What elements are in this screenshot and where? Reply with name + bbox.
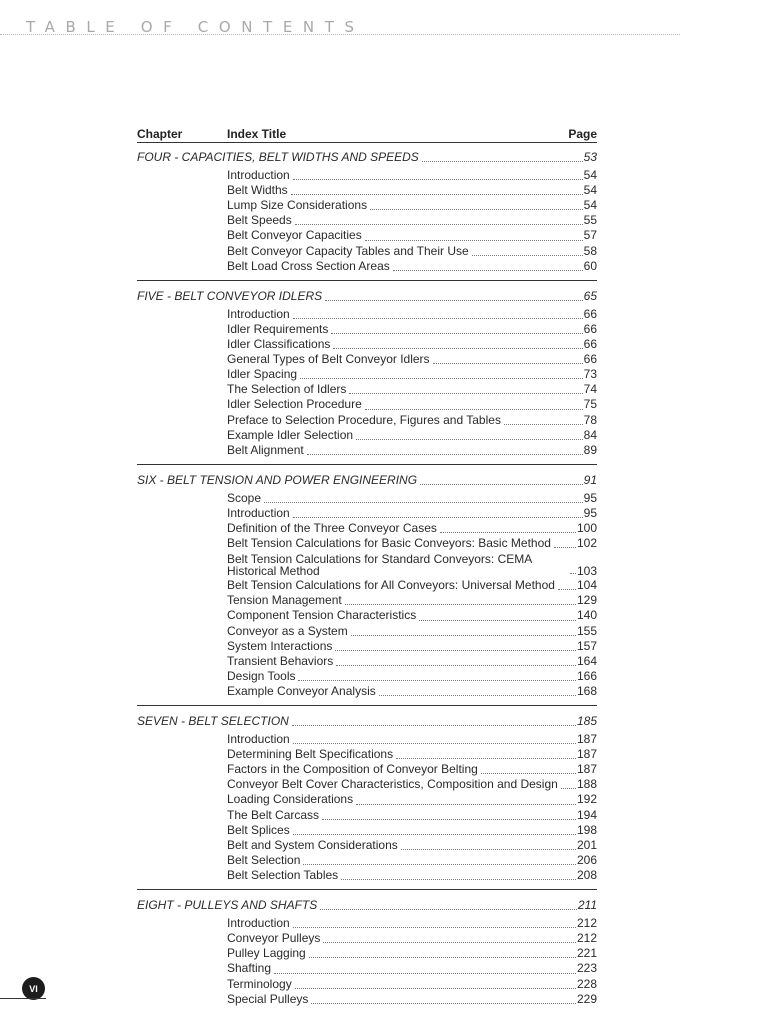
entry-title: The Selection of Idlers bbox=[227, 382, 347, 397]
dot-leader bbox=[331, 333, 582, 334]
toc-entry[interactable] bbox=[137, 838, 597, 853]
entry-title: Belt Tension Calculations for Standard Conveyors: CEMA Historical Method bbox=[227, 552, 532, 579]
toc-entry[interactable] bbox=[137, 367, 597, 382]
entry-page: 206 bbox=[576, 852, 597, 867]
dot-leader bbox=[504, 424, 583, 425]
toc-entry[interactable] bbox=[137, 578, 597, 593]
dot-leader bbox=[365, 409, 583, 410]
toc-entry[interactable] bbox=[137, 228, 597, 243]
entry-title: Transient Behaviors bbox=[227, 653, 334, 668]
entry-page: 54 bbox=[583, 198, 597, 213]
dot-leader bbox=[300, 378, 583, 379]
toc-entry[interactable] bbox=[137, 521, 597, 536]
entry-page: 60 bbox=[583, 258, 597, 273]
dot-leader bbox=[419, 620, 576, 621]
chapter-heading[interactable] bbox=[137, 898, 597, 913]
dot-leader bbox=[295, 224, 583, 225]
chapter-section bbox=[137, 889, 597, 1007]
toc-entry[interactable] bbox=[137, 916, 597, 931]
dot-leader bbox=[570, 573, 576, 574]
toc-entry[interactable] bbox=[137, 536, 597, 551]
chapter-page: 53 bbox=[583, 150, 597, 164]
entry-page: 223 bbox=[576, 961, 597, 976]
entry-page: 229 bbox=[576, 991, 597, 1006]
entry-title: Conveyor Pulleys bbox=[227, 931, 321, 946]
entry-title: Introduction bbox=[227, 306, 290, 321]
dot-leader bbox=[351, 635, 576, 636]
footer-divider bbox=[0, 998, 46, 999]
toc-entry[interactable] bbox=[137, 868, 597, 883]
dot-leader bbox=[393, 270, 583, 271]
dot-leader bbox=[472, 255, 583, 256]
table-of-contents bbox=[137, 126, 597, 1007]
entry-title: Belt Widths bbox=[227, 183, 288, 198]
dot-leader bbox=[264, 502, 583, 503]
entry-title: Example Conveyor Analysis bbox=[227, 683, 376, 698]
toc-entry[interactable] bbox=[137, 977, 597, 992]
toc-entry[interactable] bbox=[137, 168, 597, 183]
chapter-section bbox=[137, 143, 597, 274]
entry-page: 164 bbox=[576, 653, 597, 668]
entry-title: Idler Selection Procedure bbox=[227, 397, 362, 412]
dot-leader bbox=[295, 988, 576, 989]
dot-leader bbox=[274, 973, 576, 974]
entry-title: Lump Size Considerations bbox=[227, 198, 368, 213]
dot-leader bbox=[303, 864, 576, 865]
toc-entry[interactable] bbox=[137, 823, 597, 838]
entry-page: 228 bbox=[576, 976, 597, 991]
entry-title: Idler Spacing bbox=[227, 367, 298, 382]
entry-title: Belt Splices bbox=[227, 822, 290, 837]
toc-entry[interactable] bbox=[137, 961, 597, 976]
toc-entry[interactable] bbox=[137, 259, 597, 274]
entry-title: Introduction bbox=[227, 732, 290, 747]
toc-entry[interactable] bbox=[137, 428, 597, 443]
entry-page: 166 bbox=[576, 668, 597, 683]
dot-leader bbox=[298, 680, 575, 681]
entry-title: Scope bbox=[227, 490, 262, 505]
chapter-title: FOUR - CAPACITIES, BELT WIDTHS AND SPEEDS bbox=[137, 150, 419, 164]
dot-leader bbox=[293, 318, 583, 319]
dot-leader bbox=[293, 179, 583, 180]
entry-title: Belt Load Cross Section Areas bbox=[227, 258, 390, 273]
toc-entry[interactable] bbox=[137, 491, 597, 506]
entry-page: 157 bbox=[576, 638, 597, 653]
toc-entry[interactable] bbox=[137, 608, 597, 623]
dot-leader bbox=[291, 194, 583, 195]
entry-title: Terminology bbox=[227, 976, 292, 991]
entry-title: Conveyor as a System bbox=[227, 623, 348, 638]
toc-entry[interactable] bbox=[137, 992, 597, 1007]
chapter-heading[interactable] bbox=[137, 473, 597, 488]
entry-title: Belt Selection Tables bbox=[227, 867, 339, 882]
entry-title: Definition of the Three Conveyor Cases bbox=[227, 521, 437, 536]
chapter-section bbox=[137, 280, 597, 458]
dot-leader bbox=[396, 758, 576, 759]
dot-leader bbox=[309, 957, 576, 958]
toc-entry[interactable] bbox=[137, 352, 597, 367]
entry-page: 74 bbox=[583, 382, 597, 397]
dot-leader bbox=[379, 695, 576, 696]
page-number-badge bbox=[22, 977, 45, 1000]
entry-page: 187 bbox=[576, 732, 597, 747]
entry-title: Pulley Lagging bbox=[227, 946, 306, 961]
entry-page: 95 bbox=[583, 505, 597, 520]
chapter-heading[interactable] bbox=[137, 714, 597, 729]
dot-leader bbox=[325, 300, 582, 301]
chapter-title: FIVE - BELT CONVEYOR IDLERS bbox=[137, 288, 323, 303]
chapter-page: 91 bbox=[583, 472, 597, 487]
entry-title: Example Idler Selection bbox=[227, 427, 354, 442]
dot-leader bbox=[433, 363, 583, 364]
dot-leader bbox=[323, 942, 576, 943]
entry-title: Belt Conveyor Capacities bbox=[227, 228, 362, 243]
page-number: VI bbox=[29, 983, 38, 994]
toc-entry[interactable] bbox=[137, 762, 597, 777]
dot-leader bbox=[293, 517, 583, 518]
dot-leader bbox=[345, 604, 576, 605]
toc-entry[interactable] bbox=[137, 322, 597, 337]
entry-title: System Interactions bbox=[227, 638, 333, 653]
dot-leader bbox=[401, 849, 576, 850]
toc-entry[interactable] bbox=[137, 669, 597, 684]
entry-title: Determining Belt Specifications bbox=[227, 747, 394, 762]
entry-title: Idler Requirements bbox=[227, 321, 329, 336]
chapter-title: SEVEN - BELT SELECTION bbox=[137, 714, 289, 728]
dot-leader bbox=[356, 439, 583, 440]
entry-page: 129 bbox=[576, 593, 597, 608]
chapter-page: 185 bbox=[576, 714, 597, 728]
entry-title: Preface to Selection Procedure, Figures and Tables bbox=[227, 412, 501, 427]
toc-entry[interactable] bbox=[137, 213, 597, 228]
chapter-page: 211 bbox=[577, 898, 597, 913]
entry-page: 212 bbox=[576, 916, 597, 931]
entry-page: 84 bbox=[583, 427, 597, 442]
entry-title: Tension Management bbox=[227, 593, 342, 608]
dot-leader bbox=[365, 240, 583, 241]
column-headers bbox=[137, 126, 597, 143]
dot-leader bbox=[554, 547, 576, 548]
entry-page: 66 bbox=[583, 306, 597, 321]
toc-entry[interactable] bbox=[137, 931, 597, 946]
toc-entry[interactable] bbox=[137, 307, 597, 322]
toc-entry[interactable] bbox=[137, 946, 597, 961]
dot-leader bbox=[292, 725, 576, 726]
toc-entry[interactable] bbox=[137, 684, 597, 699]
chapter-heading[interactable] bbox=[137, 150, 597, 165]
entry-page: 103 bbox=[576, 564, 597, 579]
toc-entry[interactable] bbox=[137, 747, 597, 762]
entry-page: 187 bbox=[576, 747, 597, 762]
entry-page: 192 bbox=[576, 792, 597, 807]
section-title: TABLE OF CONTENTS bbox=[26, 18, 365, 36]
dot-leader bbox=[293, 834, 576, 835]
entry-title: Component Tension Characteristics bbox=[227, 608, 417, 623]
entry-title: Belt Tension Calculations for Basic Conveyors: Basic Method bbox=[227, 536, 551, 551]
toc-entry[interactable] bbox=[137, 443, 597, 458]
entry-title: Introduction bbox=[227, 916, 290, 931]
entry-page: 57 bbox=[583, 228, 597, 243]
dot-leader bbox=[322, 819, 576, 820]
entry-title: Shafting bbox=[227, 961, 272, 976]
entry-page: 104 bbox=[576, 578, 597, 593]
chapter-section bbox=[137, 705, 597, 883]
dot-leader bbox=[341, 879, 576, 880]
entry-title: Belt Tension Calculations for All Conveyors: Universal Method bbox=[227, 578, 555, 593]
dot-leader bbox=[440, 532, 576, 533]
toc-entry[interactable] bbox=[137, 808, 597, 823]
entry-page: 198 bbox=[576, 822, 597, 837]
toc-entry[interactable] bbox=[137, 732, 597, 747]
entry-page: 54 bbox=[583, 168, 597, 183]
dot-leader bbox=[336, 665, 576, 666]
entry-title: Loading Considerations bbox=[227, 792, 354, 807]
entry-title: General Types of Belt Conveyor Idlers bbox=[227, 352, 430, 367]
entry-title: Conveyor Belt Cover Characteristics, Composition and Design bbox=[227, 777, 558, 792]
toc-entry[interactable] bbox=[137, 593, 597, 608]
chapter-list bbox=[137, 143, 597, 1007]
header-divider bbox=[0, 34, 680, 35]
chapter-title: SIX - BELT TENSION AND POWER ENGINEERING bbox=[137, 472, 418, 487]
entry-title: Belt Conveyor Capacity Tables and Their Use bbox=[227, 243, 469, 258]
dot-leader bbox=[558, 589, 576, 590]
column-header-page: Page bbox=[568, 127, 597, 141]
entry-page: 95 bbox=[583, 490, 597, 505]
dot-leader bbox=[320, 909, 577, 910]
chapter-page: 65 bbox=[583, 288, 597, 303]
dot-leader bbox=[307, 454, 583, 455]
toc-entry[interactable] bbox=[137, 553, 597, 577]
entry-page: 221 bbox=[576, 946, 597, 961]
dot-leader bbox=[293, 743, 576, 744]
toc-entry[interactable] bbox=[137, 654, 597, 669]
dot-leader bbox=[335, 650, 576, 651]
dot-leader bbox=[481, 773, 576, 774]
entry-page: 58 bbox=[583, 243, 597, 258]
entry-page: 201 bbox=[576, 837, 597, 852]
dot-leader bbox=[356, 804, 576, 805]
chapter-title: EIGHT - PULLEYS AND SHAFTS bbox=[137, 898, 318, 913]
entry-page: 168 bbox=[576, 683, 597, 698]
toc-entry[interactable] bbox=[137, 853, 597, 868]
dot-leader bbox=[422, 161, 583, 162]
toc-entry[interactable] bbox=[137, 413, 597, 428]
chapter-heading[interactable] bbox=[137, 289, 597, 304]
toc-entry[interactable] bbox=[137, 183, 597, 198]
entry-title: Introduction bbox=[227, 505, 290, 520]
entry-page: 55 bbox=[583, 213, 597, 228]
toc-entry[interactable] bbox=[137, 382, 597, 397]
toc-entry[interactable] bbox=[137, 792, 597, 807]
toc-entry[interactable] bbox=[137, 506, 597, 521]
entry-page: 73 bbox=[583, 367, 597, 382]
dot-leader bbox=[349, 393, 582, 394]
toc-entry[interactable] bbox=[137, 397, 597, 412]
entry-page: 140 bbox=[576, 608, 597, 623]
dot-leader bbox=[420, 484, 583, 485]
dot-leader bbox=[311, 1003, 576, 1004]
entry-page: 66 bbox=[583, 337, 597, 352]
toc-entry[interactable] bbox=[137, 624, 597, 639]
toc-entry[interactable] bbox=[137, 337, 597, 352]
entry-page: 89 bbox=[583, 442, 597, 457]
toc-entry[interactable] bbox=[137, 777, 597, 792]
entry-title: Belt Alignment bbox=[227, 442, 304, 457]
entry-title: Design Tools bbox=[227, 668, 296, 683]
entry-page: 188 bbox=[576, 777, 597, 792]
column-header-chapter: Chapter bbox=[137, 127, 183, 141]
toc-entry[interactable] bbox=[137, 198, 597, 213]
entry-page: 187 bbox=[576, 762, 597, 777]
entry-page: 75 bbox=[583, 397, 597, 412]
toc-entry[interactable] bbox=[137, 639, 597, 654]
entry-page: 208 bbox=[576, 867, 597, 882]
toc-entry[interactable] bbox=[137, 244, 597, 259]
entry-title: Belt and System Considerations bbox=[227, 837, 398, 852]
entry-title: Belt Selection bbox=[227, 852, 301, 867]
column-header-index-title: Index Title bbox=[227, 127, 287, 141]
entry-title: Belt Speeds bbox=[227, 213, 292, 228]
entry-page: 102 bbox=[576, 536, 597, 551]
entry-page: 54 bbox=[583, 183, 597, 198]
entry-title: Factors in the Composition of Conveyor Belting bbox=[227, 762, 478, 777]
entry-page: 194 bbox=[576, 807, 597, 822]
entry-page: 100 bbox=[576, 521, 597, 536]
entry-page: 212 bbox=[576, 931, 597, 946]
entry-page: 155 bbox=[576, 623, 597, 638]
entry-title: Idler Classifications bbox=[227, 337, 331, 352]
entry-page: 66 bbox=[583, 321, 597, 336]
chapter-section bbox=[137, 464, 597, 699]
dot-leader bbox=[293, 927, 576, 928]
dot-leader bbox=[561, 788, 576, 789]
entry-title: Special Pulleys bbox=[227, 991, 309, 1006]
entry-page: 78 bbox=[583, 412, 597, 427]
dot-leader bbox=[370, 209, 583, 210]
entry-page: 66 bbox=[583, 352, 597, 367]
entry-title: Introduction bbox=[227, 168, 290, 183]
entry-title: The Belt Carcass bbox=[227, 807, 320, 822]
dot-leader bbox=[333, 348, 582, 349]
